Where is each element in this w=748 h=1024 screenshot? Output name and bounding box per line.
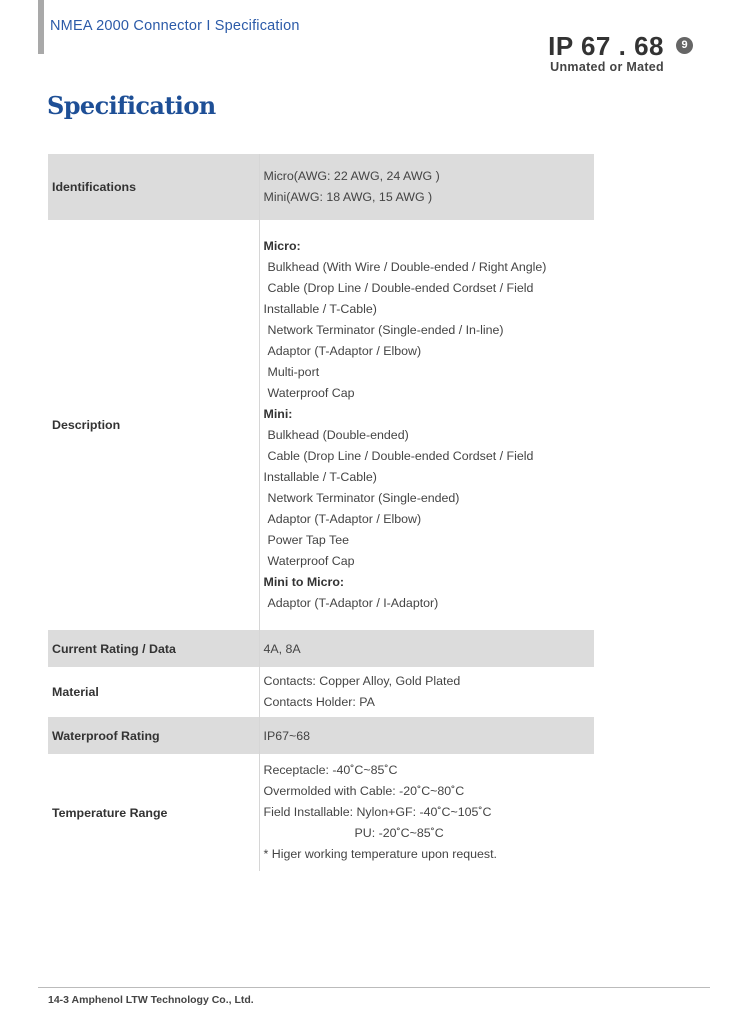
ip-rating: IP 67 . 68 [548, 31, 664, 61]
row-label: Description [48, 220, 259, 630]
value-line: Overmolded with Cable: -20˚C~80˚C [263, 784, 465, 798]
footnote: * Higer working temperature upon request. [263, 847, 497, 861]
value-line: Receptacle: -40˚C~85˚C [263, 763, 398, 777]
row-value [259, 667, 594, 717]
value-line: Power Tap Tee [267, 533, 350, 547]
row-label: Material [48, 667, 259, 717]
value-line: Installable / T-Cable) [263, 302, 377, 316]
ip-rating-block [548, 33, 693, 74]
value-line: Contacts Holder: PA [263, 695, 375, 709]
row-value: 4A, 8A [259, 630, 594, 667]
footer-divider [38, 987, 710, 988]
value-line: Micro(AWG: 22 AWG, 24 AWG ) [263, 169, 440, 183]
value-line: Cable (Drop Line / Double-ended Cordset / Field [267, 449, 534, 463]
value-line: Network Terminator (Single-ended / In-line) [267, 323, 504, 337]
table-row-identifications [48, 154, 594, 220]
value-line: Installable / T-Cable) [263, 470, 377, 484]
value-line: Adaptor (T-Adaptor / I-Adaptor) [267, 596, 439, 610]
section-number-badge: 9 [676, 37, 693, 54]
value-line: Bulkhead (Double-ended) [267, 428, 409, 442]
value-line: Mini(AWG: 18 AWG, 15 AWG ) [263, 190, 433, 204]
row-label: Waterproof Rating [48, 717, 259, 754]
subheading: Mini: [263, 407, 293, 421]
header-accent-bar [38, 0, 44, 54]
spec-table [48, 154, 594, 871]
table-row-current-rating [48, 630, 594, 667]
page-title: Specification [47, 91, 216, 120]
value-line: PU: -20˚C~85˚C [354, 826, 444, 840]
row-label: Identifications [48, 154, 259, 220]
footer-text: 14-3 Amphenol LTW Technology Co., Ltd. [48, 994, 254, 1006]
value-line: Waterproof Cap [267, 554, 355, 568]
row-value [259, 154, 594, 220]
ip-subtitle: Unmated or Mated [550, 60, 664, 74]
table-row-temperature-range [48, 754, 594, 871]
table-row-material [48, 667, 594, 717]
value-line: Network Terminator (Single-ended) [267, 491, 460, 505]
value-line: Cable (Drop Line / Double-ended Cordset / Field [267, 281, 534, 295]
value-line: Waterproof Cap [267, 386, 355, 400]
value-line: Field Installable: Nylon+GF: -40˚C~105˚C [263, 805, 492, 819]
row-value [259, 220, 594, 630]
header-title: NMEA 2000 Connector I Specification [50, 18, 300, 34]
row-label: Temperature Range [48, 754, 259, 871]
value-line: Adaptor (T-Adaptor / Elbow) [267, 512, 422, 526]
row-label: Current Rating / Data [48, 630, 259, 667]
value-line: Contacts: Copper Alloy, Gold Plated [263, 674, 461, 688]
subheading: Micro: [263, 239, 301, 253]
subheading: Mini to Micro: [263, 575, 345, 589]
row-value: IP67~68 [259, 717, 594, 754]
value-line: Bulkhead (With Wire / Double-ended / Right Angle) [267, 260, 547, 274]
value-line: Adaptor (T-Adaptor / Elbow) [267, 344, 422, 358]
table-row-waterproof-rating [48, 717, 594, 754]
row-value [259, 754, 594, 871]
value-line: Multi-port [267, 365, 320, 379]
table-row-description [48, 220, 594, 630]
